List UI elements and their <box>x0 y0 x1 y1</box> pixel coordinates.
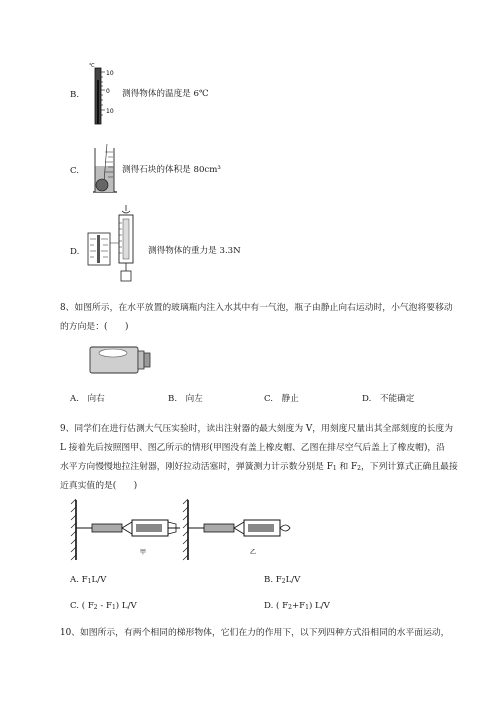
q8-option-d: D. 不能确定 <box>362 394 415 404</box>
q8-option-b: B. 向左 <box>168 394 203 404</box>
option-b-label: B. <box>70 90 80 100</box>
therm-tick-top: 10 <box>106 70 114 77</box>
q9-option-c: C. ( $F_2 - F_1$) L/V <box>70 601 137 611</box>
syringe-figures <box>70 498 296 564</box>
q9-line-3: 水平方向慢慢地拉注射器，刚好拉动活塞时，弹簧测力计示数分别是 $F_1$ 和 $F_2$，下列计算式正确且最接 <box>60 462 458 472</box>
q8-option-c: C. 静止 <box>264 394 299 404</box>
q8-line-1: 8、如图所示，在水平放置的玻璃瓶内注入水其中有一气泡，瓶子由静止向右运动时，小气泡将要移动 <box>60 303 453 313</box>
option-c-text: 测得石块的体积是 80cm³ <box>122 165 221 175</box>
thermometer-figure <box>86 62 126 124</box>
q10-line-1: 10、如图所示，有两个相同的梯形物体，它们在力的作用下，以下列四种方式沿相同的水平面运动， <box>60 628 450 638</box>
therm-tick-mid: 0 <box>106 88 110 95</box>
glass-bottle-figure <box>89 345 153 375</box>
option-d-label: D. <box>70 247 80 257</box>
option-c-label: C. <box>70 166 80 176</box>
q9-option-b: B. $F_2L/V$ <box>264 575 301 585</box>
q9-option-d: D. ( $F_2+F_1$) L/V <box>264 601 330 611</box>
therm-unit: ℃ <box>89 63 95 69</box>
figure-label-yi: 乙 <box>250 549 257 556</box>
q9-line-1: 9、同学们在进行估测大气压实验时，读出注射器的最大刻度为 V，用刻度尺量出其全部刻度的长度为 <box>60 424 454 434</box>
therm-tick-bottom: 10 <box>106 108 114 115</box>
figure-label-jia: 甲 <box>140 549 147 556</box>
q8-option-a: A. 向右 <box>70 394 105 404</box>
spring-scale-figure <box>86 205 146 289</box>
q8-line-2: 的方向是：( ) <box>60 322 129 332</box>
q9-line-2: L 接着先后按照图甲、图乙所示的情形(甲图没有盖上橡皮帽、乙图在排尽空气后盖上了橡皮帽)，沿 <box>60 443 445 453</box>
q9-line-4: 近真实值的是( ) <box>60 481 138 491</box>
option-b-text: 测得物体的温度是 6℃ <box>122 89 209 99</box>
graduated-cylinder-figure <box>92 144 122 196</box>
option-d-text: 测得物体的重力是 3.3N <box>148 246 241 256</box>
q9-option-a: A. $F_1L/V$ <box>70 575 107 585</box>
